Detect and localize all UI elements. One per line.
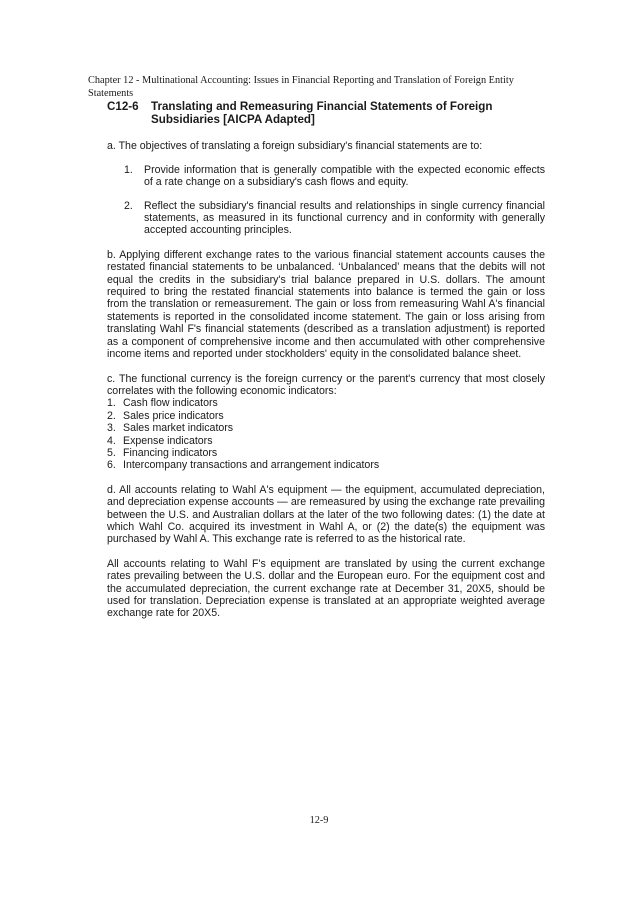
problem-title bbox=[107, 100, 545, 126]
list-item-number: 1. bbox=[124, 163, 133, 176]
list-item-number: 4. bbox=[107, 434, 116, 447]
list-item bbox=[107, 459, 545, 471]
list-item bbox=[107, 410, 545, 422]
list-item bbox=[107, 200, 545, 237]
list-item-text: Expense indicators bbox=[123, 434, 213, 447]
indicator-list bbox=[107, 397, 545, 471]
list-item-text: Reflect the subsidiary's financial results and relationships in single currency financial statements, as measured in its functional currency and in conformity with generally accepted accounting principles. bbox=[144, 199, 545, 237]
chapter-header bbox=[88, 74, 558, 100]
part-b-paragraph: b. Applying different exchange rates to the various financial statement accounts causes the restated financial statements to be unbalanced. ‘Unbalanced’ means that the debits will not equal the credits in the subsidiary's trial balance prepared in U.S. dollars. The amount required to bring the restated financial statements into balance is termed the gain or loss from the translation or remeasurement. The gain or loss from remeasuring Wahl A's financial statements is reported in the consolidated income statement. The gain or loss arising from translating Wahl F's financial statements (described as a translation adjustment) is reported as a component of comprehensive income and then accumulated with other comprehensive income items and reported under stockholders' equity in the consolidated balance sheet. bbox=[107, 248, 545, 361]
list-item-number: 2. bbox=[107, 409, 116, 422]
page-number: 12-9 bbox=[309, 815, 329, 826]
page-content bbox=[107, 100, 545, 620]
list-item-text: Cash flow indicators bbox=[123, 397, 218, 410]
part-d-paragraph-2: All accounts relating to Wahl F's equipment are translated by using the current exchange rates prevailing between the U.S. dollar and the European euro. For the equipment cost and the accumulated depreciation, the current exchange rate at December 31, 20X5, should be used for translation. Depreciation expense is translated at an appropriate weighted average exchange rate for 20X5. bbox=[107, 557, 545, 620]
list-item-number: 6. bbox=[107, 459, 116, 472]
list-item bbox=[107, 164, 545, 189]
list-item-text: Sales market indicators bbox=[123, 422, 234, 435]
part-c-intro: c. The functional currency is the foreign currency or the parent's currency that most closely correlates with the following economic indicators: bbox=[107, 372, 545, 397]
list-item-number: 1. bbox=[107, 397, 116, 410]
list-item-number: 3. bbox=[107, 422, 116, 435]
list-item-text: Sales price indicators bbox=[123, 409, 224, 422]
list-item bbox=[107, 422, 545, 434]
part-a-list bbox=[107, 164, 545, 237]
chapter-header-text: Chapter 12 - Multinational Accounting: Issues in Financial Reporting and Translation of Foreign Entity Statements bbox=[88, 75, 514, 99]
list-item-text: Provide information that is generally compatible with the expected economic effects of a rate change on a subsidiary's cash flows and equity. bbox=[144, 163, 545, 189]
problem-title-text: Translating and Remeasuring Financial Statements of Foreign Subsidiaries [AICPA Adapted] bbox=[151, 100, 493, 127]
list-item bbox=[107, 447, 545, 459]
list-item bbox=[107, 397, 545, 409]
problem-code: C12-6 bbox=[107, 100, 139, 113]
part-d-paragraph: d. All accounts relating to Wahl A's equipment — the equipment, accumulated depreciation, and depreciation expense accounts — are remeasured by using the exchange rate prevailing between the U.S. and Australian dollars at the later of the two following dates: (1) the date at which Wahl Co. acquired its investment in Wahl A, or (2) the date(s) the equipment was purchased by Wahl A. This exchange rate is referred to as the historical rate. bbox=[107, 483, 545, 546]
list-item bbox=[107, 435, 545, 447]
list-item-number: 5. bbox=[107, 446, 116, 459]
part-a-intro: a. The objectives of translating a foreign subsidiary's financial statements are to: bbox=[107, 140, 483, 153]
list-item-number: 2. bbox=[124, 199, 133, 212]
list-item-text: Intercompany transactions and arrangement indicators bbox=[123, 459, 380, 472]
list-item-text: Financing indicators bbox=[123, 446, 218, 459]
